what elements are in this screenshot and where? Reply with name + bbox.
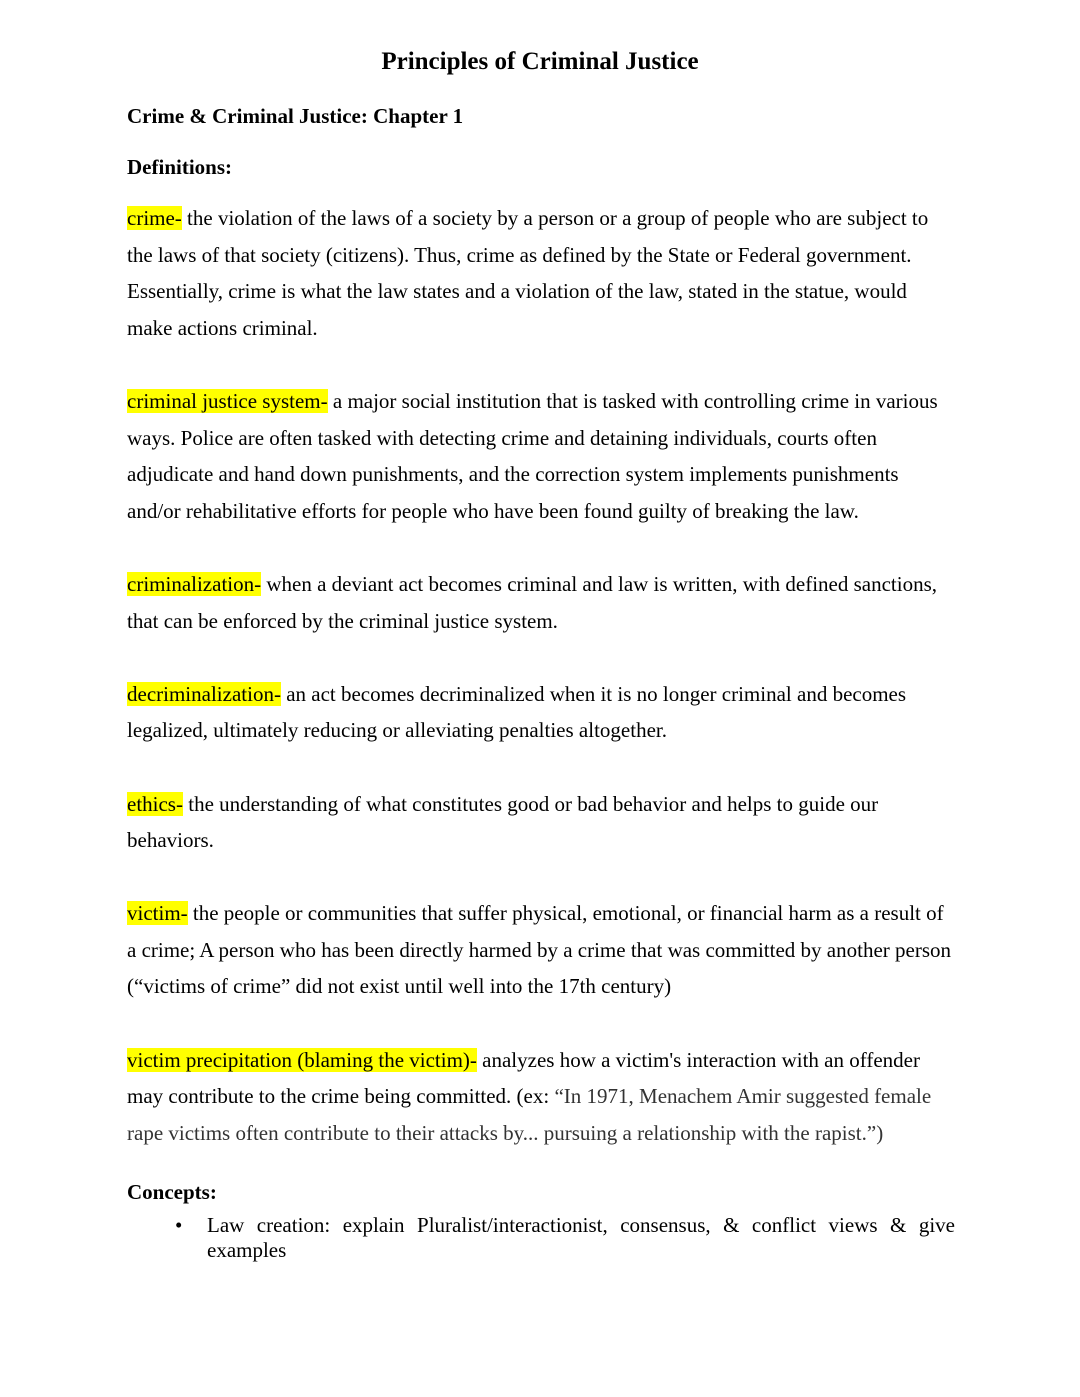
term-highlight: crime- — [127, 206, 182, 230]
list-item — [127, 1213, 955, 1263]
term-highlight: decriminalization- — [127, 681, 281, 706]
term-highlight: victim- — [127, 901, 188, 926]
definition-text: the understanding of what constitutes good or bad behavior and helps to guide our behaviors. — [127, 791, 879, 853]
chapter-subtitle: Crime & Criminal Justice: Chapter 1 — [127, 104, 464, 128]
term-highlight: criminal justice system- — [127, 388, 328, 413]
definition-criminal-justice-system — [127, 383, 957, 529]
definition-text: the violation of the laws of a society by a person or a group of people who are subject to the laws of that society (citizens). Thus, crime as defined by the State or Federal government. Essentially, crime is what the law states and a violation of the law, stated in the statue, would make actions criminal. — [127, 206, 929, 340]
definition-text: a major social institution that is tasked with controlling crime in various ways. Police are often tasked with detecting crime and detaining individuals, courts often adjudicate and hand down punishments, and the correction system implements punishments and/or rehabilitative efforts for people who have been found guilty of breaking the law. — [127, 388, 938, 523]
term-highlight: ethics- — [127, 791, 183, 816]
definition-text: when a deviant act becomes criminal and law is written, with defined sanctions, that can be enforced by the criminal justice system. — [127, 571, 938, 633]
concepts-heading: Concepts: — [127, 1180, 217, 1204]
definition-victim-precipitation — [127, 1042, 957, 1152]
concept-text: Law creation: explain Pluralist/interactionist, consensus, & conflict views & give examples — [207, 1213, 955, 1262]
definitions-heading: Definitions: — [127, 155, 232, 179]
definition-victim — [127, 895, 957, 1005]
definition-ethics — [127, 786, 957, 859]
document-title: Principles of Criminal Justice — [381, 48, 699, 75]
definition-text: the people or communities that suffer physical, emotional, or financial harm as a result of a crime; A person who has been directly harmed by a crime that was committed by another person (“victims of crime” did not exist until well into the 17th century) — [127, 901, 951, 999]
definition-text: analyzes how a victim's interaction with an offender may contribute to the crime being committed. (ex: — [127, 1047, 920, 1109]
term-highlight: victim precipitation (blaming the victim)- — [127, 1047, 477, 1072]
bullet-icon: • — [175, 1213, 183, 1237]
definition-crime — [127, 200, 957, 346]
concepts-list — [127, 1213, 955, 1263]
definitions-list — [127, 200, 957, 1188]
definition-criminalization — [127, 566, 957, 639]
term-highlight: criminalization- — [127, 571, 262, 596]
quoted-example: “In 1971, Menachem Amir suggested female rape victims often contribute to their attacks by... pursuing a relationship with the rapist.”) — [127, 1084, 932, 1145]
definition-decriminalization — [127, 676, 957, 749]
definition-text: an act becomes decriminalized when it is no longer criminal and becomes legalized, ultimately reducing or alleviating penalties altogether. — [127, 681, 907, 743]
